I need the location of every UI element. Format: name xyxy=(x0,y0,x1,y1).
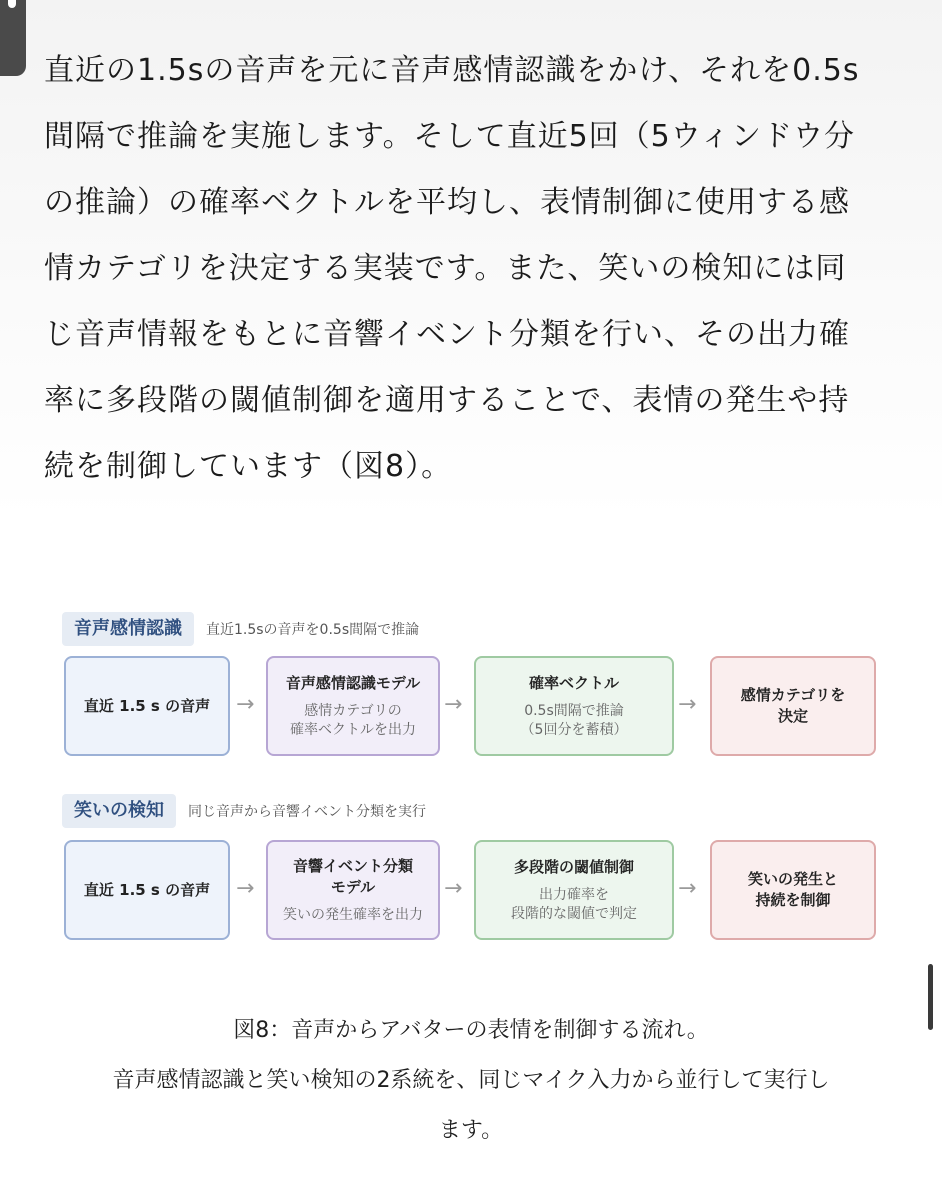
section-description: 直近1.5sの音声を0.5s間隔で推論 xyxy=(206,622,420,638)
arrow-icon: → xyxy=(236,692,255,717)
tab-indicator xyxy=(0,0,26,76)
article-line: 続を制御しています（図8）。 xyxy=(44,449,453,484)
box-title: 多段階の閾値制御 xyxy=(513,857,634,876)
flow-box-probability-vector xyxy=(474,656,674,756)
article-line: じ音声情報をもとに音響イベント分類を行い、その出力確 xyxy=(44,317,850,352)
box-title: 感情カテゴリを 決定 xyxy=(740,686,846,725)
section-tag: 音声感情認識 xyxy=(62,612,194,646)
arrow-icon: → xyxy=(678,876,697,901)
section-description: 同じ音声から音響イベント分類を実行 xyxy=(188,804,426,820)
box-title: 音響イベント分類 モデル xyxy=(292,856,413,896)
arrow-icon: → xyxy=(678,692,697,717)
box-title: 直近 1.5 s の音声 xyxy=(83,880,211,899)
flow-row-laughter xyxy=(62,840,878,940)
section-tag: 笑いの検知 xyxy=(62,794,176,828)
caption-line: 音声感情認識と笑い検知の2系統を、同じマイク入力から並行して実行し xyxy=(112,1068,830,1093)
box-title: 直近 1.5 s の音声 xyxy=(83,696,211,715)
article-line: の推論）の確率ベクトルを平均し、表情制御に使用する感 xyxy=(44,185,850,220)
box-title: 笑いの発生と 持続を制御 xyxy=(747,870,838,909)
caption-line: ます。 xyxy=(438,1118,504,1143)
box-title: 確率ベクトル xyxy=(528,673,619,692)
article-line: 率に多段階の閾値制御を適用することで、表情の発生や持 xyxy=(44,383,850,418)
box-title: 音声感情認識モデル xyxy=(285,673,421,692)
flow-box-emotion-model xyxy=(266,656,440,756)
box-subtitle: 0.5s間隔で推論 （5回分を蓄積） xyxy=(520,702,628,738)
arrow-icon: → xyxy=(444,876,463,901)
flow-box-decide-category xyxy=(710,656,876,756)
box-subtitle: 笑いの発生確率を出力 xyxy=(283,906,423,923)
flow-box-input-audio xyxy=(64,840,230,940)
section-header-emotion xyxy=(62,612,419,646)
caption-line: 図8：音声からアバターの表情を制御する流れ。 xyxy=(233,1018,709,1043)
flow-box-input-audio xyxy=(64,656,230,756)
flow-box-laughter-control xyxy=(710,840,876,940)
flow-row-emotion xyxy=(62,656,878,756)
figure-caption xyxy=(0,1006,942,1156)
box-subtitle: 出力確率を 段階的な閾値で判定 xyxy=(511,886,637,922)
section-header-laughter xyxy=(62,794,426,828)
flow-box-threshold-control xyxy=(474,840,674,940)
article-line: 情カテゴリを決定する実装です。また、笑いの検知には同 xyxy=(44,251,847,286)
box-subtitle: 感情カテゴリの 確率ベクトルを出力 xyxy=(290,702,416,738)
article-line: 間隔で推論を実施します。そして直近5回（5ウィンドウ分 xyxy=(44,119,855,154)
article-line: 直近の1.5sの音声を元に音声感情認識をかけ、それを0.5s xyxy=(44,53,860,88)
figure-8 xyxy=(62,608,878,948)
flow-box-audio-event-model xyxy=(266,840,440,940)
article-body xyxy=(44,38,894,500)
arrow-icon: → xyxy=(444,692,463,717)
arrow-icon: → xyxy=(236,876,255,901)
